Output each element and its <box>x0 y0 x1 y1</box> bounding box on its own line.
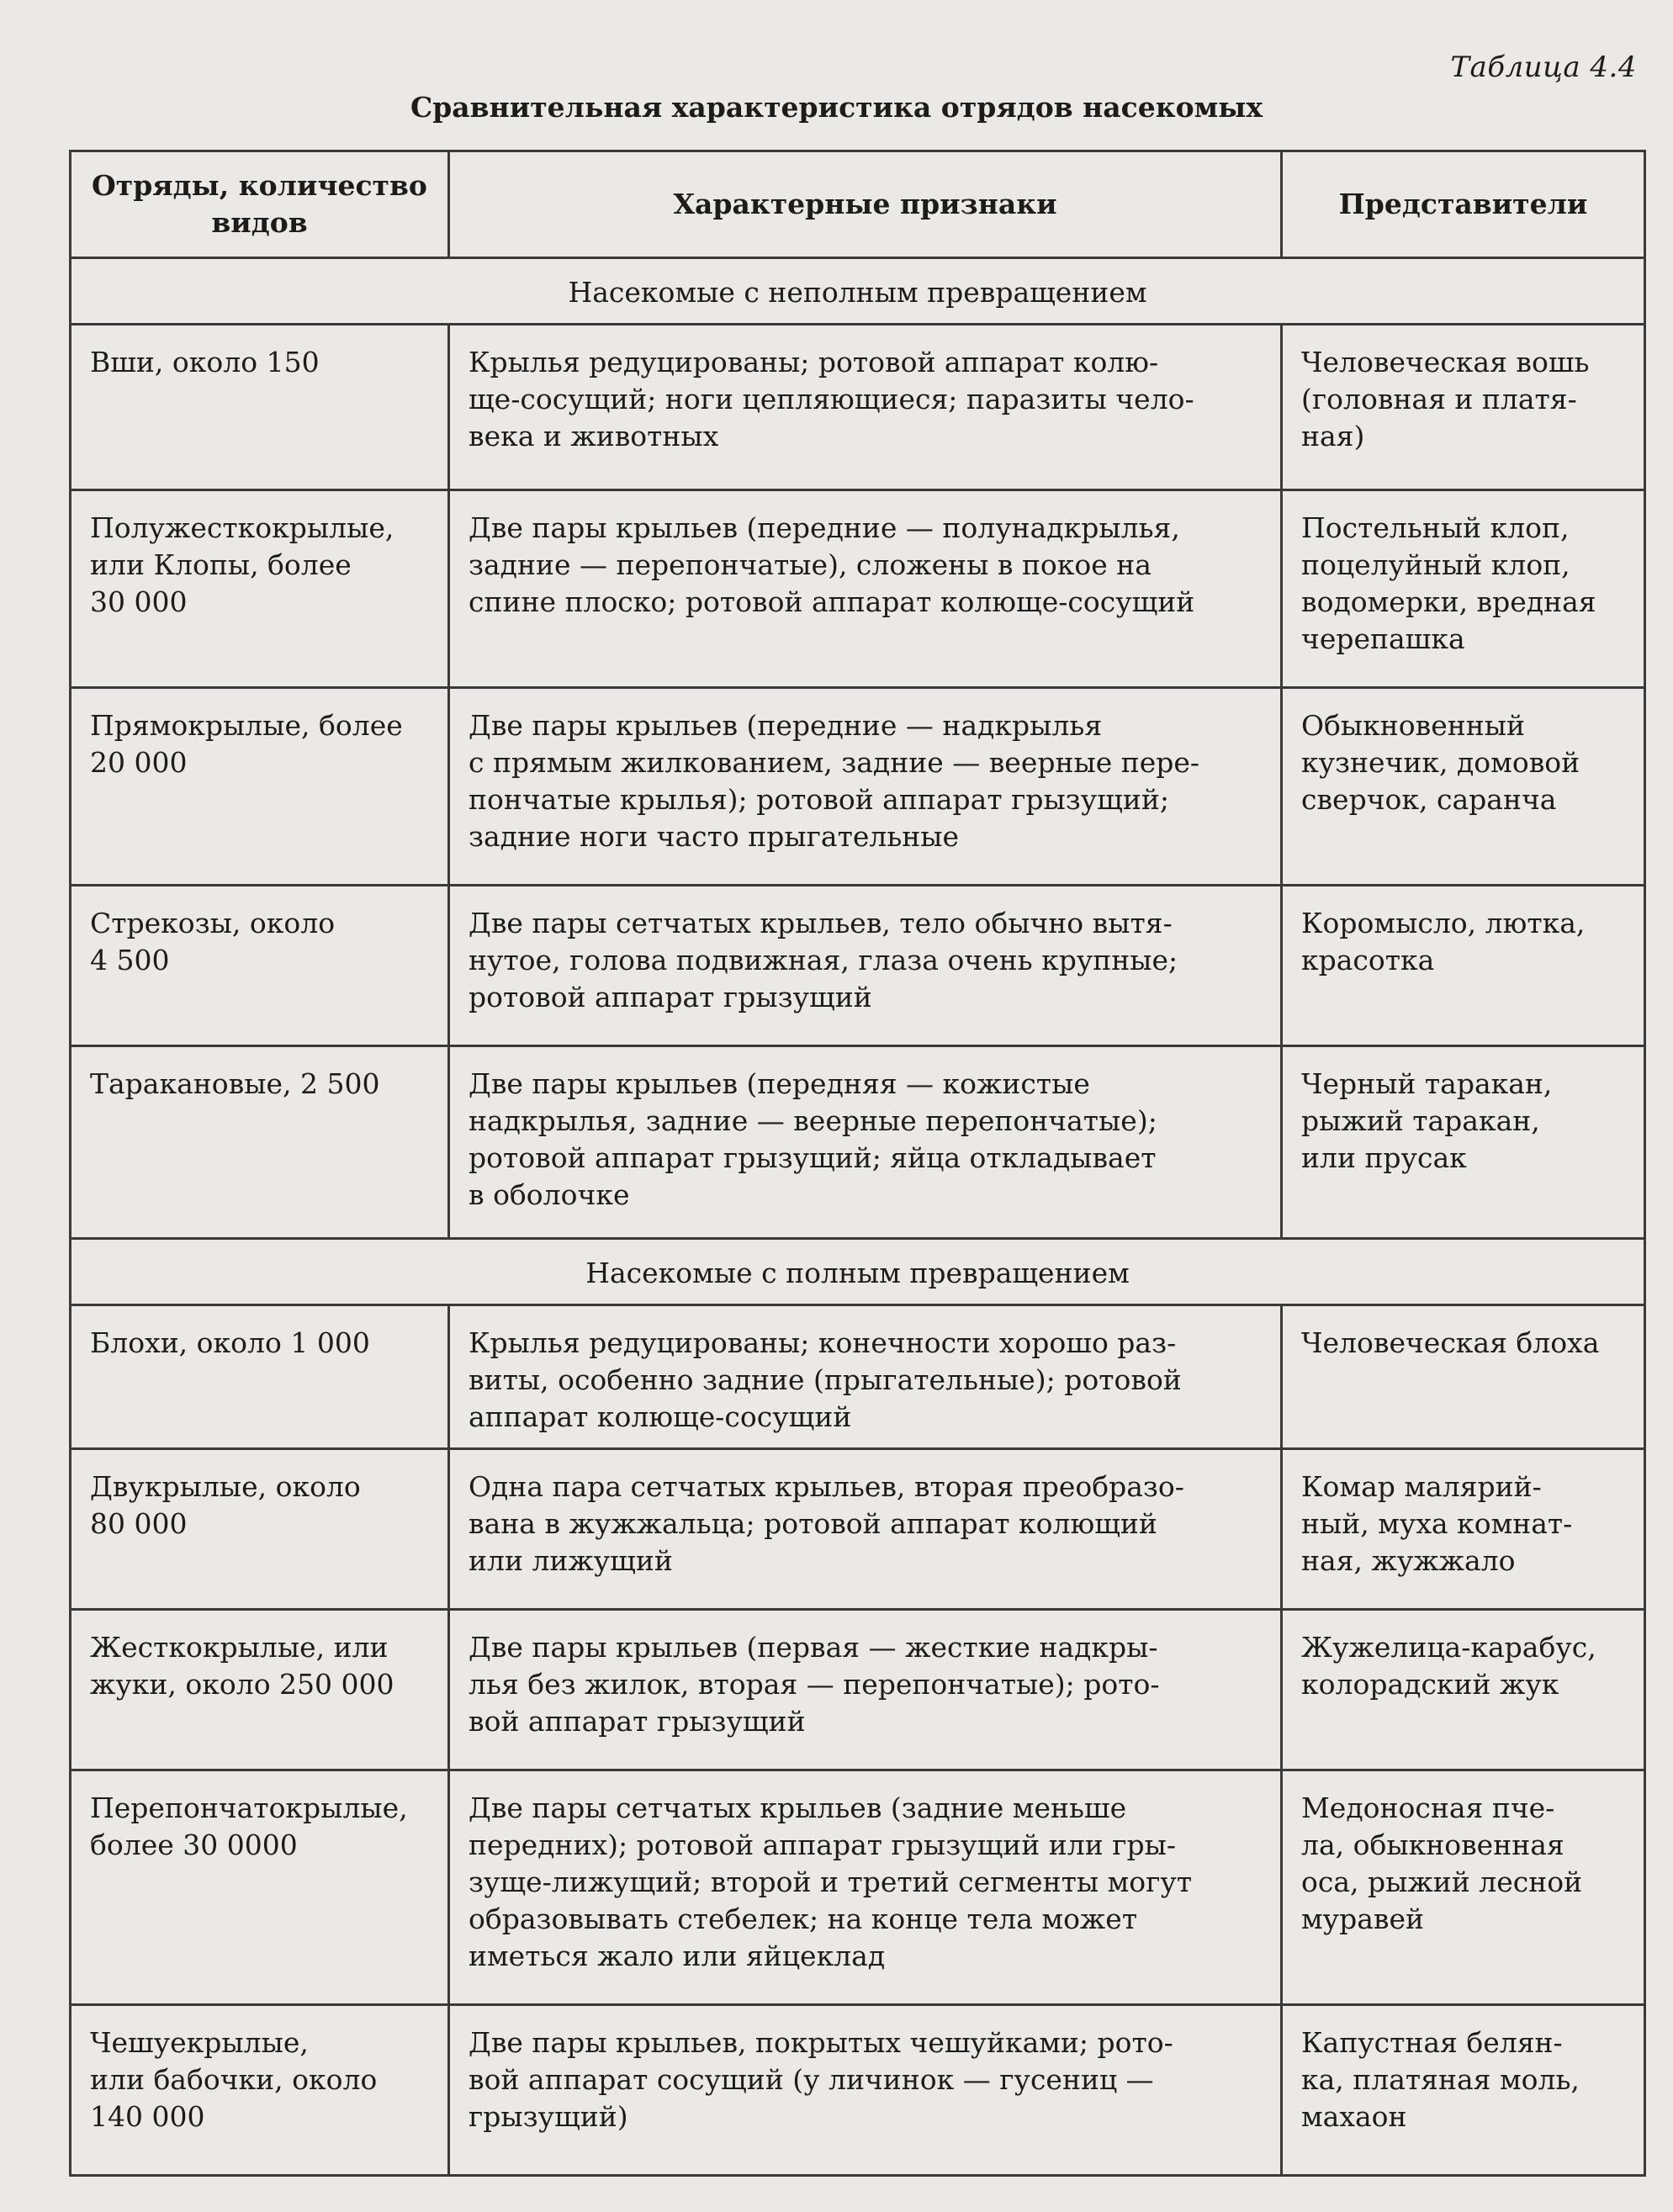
order-cell: Чешуекрылые, или бабочки, около 140 000 <box>71 2005 449 2176</box>
table-row <box>71 1046 1645 1239</box>
representatives-cell: Комар малярий- ный, муха комнат- ная, жужжало <box>1282 1449 1645 1610</box>
group-heading: Насекомые с полным превращением <box>71 1239 1645 1305</box>
header-features: Характерные признаки <box>449 151 1282 258</box>
order-cell: Таракановые, 2 500 <box>71 1046 449 1239</box>
representatives-cell: Коромысло, лютка, красотка <box>1282 886 1645 1046</box>
features-cell: Две пары крыльев, покрытых чешуйками; рото- вой аппарат сосущий (у личинок — гусениц — грызущий) <box>449 2005 1282 2176</box>
features-cell: Две пары крыльев (передние — надкрылья с прямым жилкованием, задние — веерные пере- пончатые крылья); ротовой аппарат грызущий; задние ноги часто прыгательные <box>449 688 1282 886</box>
header-order: Отряды, количество видов <box>71 151 449 258</box>
order-cell: Перепончатокрылые, более 30 0000 <box>71 1770 449 2005</box>
features-cell: Две пары сетчатых крыльев (задние меньше передних); ротовой аппарат грызущий или гры- зуще-лижущий; второй и третий сегменты могут образовывать стебелек; на конце тела может иметься жало или яйцеклад <box>449 1770 1282 2005</box>
table-row <box>71 1610 1645 1770</box>
group-heading: Насекомые с неполным превращением <box>71 258 1645 325</box>
table-title: Сравнительная характеристика отрядов насекомых <box>410 91 1263 124</box>
order-cell: Вши, около 150 <box>71 325 449 490</box>
representatives-cell: Жужелица-карабус, колорадский жук <box>1282 1610 1645 1770</box>
order-cell: Стрекозы, около 4 500 <box>71 886 449 1046</box>
features-cell: Крылья редуцированы; конечности хорошо раз- виты, особенно задние (прыгательные); ротовой аппарат колюще-сосущий <box>449 1305 1282 1449</box>
group-heading-row <box>71 258 1645 325</box>
table-row <box>71 688 1645 886</box>
header-representatives: Представители <box>1282 151 1645 258</box>
features-cell: Две пары сетчатых крыльев, тело обычно вытя- нутое, голова подвижная, глаза очень крупные; ротовой аппарат грызущий <box>449 886 1282 1046</box>
table-row <box>71 490 1645 688</box>
features-cell: Одна пара сетчатых крыльев, вторая преобразо- вана в жужжальца; ротовой аппарат колющий или лижущий <box>449 1449 1282 1610</box>
table-row <box>71 1449 1645 1610</box>
representatives-cell: Человеческая блоха <box>1282 1305 1645 1449</box>
table-header-row <box>71 151 1645 258</box>
order-cell: Прямокрылые, более 20 000 <box>71 688 449 886</box>
features-cell: Две пары крыльев (первая — жесткие надкры- лья без жилок, вторая — перепончатые); рото- вой аппарат грызущий <box>449 1610 1282 1770</box>
representatives-cell: Капустная белян- ка, платяная моль, махаон <box>1282 2005 1645 2176</box>
table-row <box>71 325 1645 490</box>
representatives-cell: Черный таракан, рыжий таракан, или прусак <box>1282 1046 1645 1239</box>
representatives-cell: Медоносная пче- ла, обыкновенная оса, рыжий лесной муравей <box>1282 1770 1645 2005</box>
features-cell: Крылья редуцированы; ротовой аппарат колю- ще-сосущий; ноги цепляющиеся; паразиты чело- века и животных <box>449 325 1282 490</box>
table-number: Таблица 4.4 <box>1450 50 1637 84</box>
order-cell: Блохи, около 1 000 <box>71 1305 449 1449</box>
features-cell: Две пары крыльев (передние — полунадкрылья, задние — перепончатые), сложены в покое на спине плоско; ротовой аппарат колюще-сосущий <box>449 490 1282 688</box>
table-row <box>71 886 1645 1046</box>
representatives-cell: Постельный клоп, поцелуйный клоп, водомерки, вредная черепашка <box>1282 490 1645 688</box>
features-cell: Две пары крыльев (передняя — кожистые надкрылья, задние — веерные перепончатые); ротовой аппарат грызущий; яйца откладывает в оболочке <box>449 1046 1282 1239</box>
group-heading-row <box>71 1239 1645 1305</box>
table-row <box>71 1305 1645 1449</box>
order-cell: Полужесткокрылые, или Клопы, более 30 000 <box>71 490 449 688</box>
order-cell: Жесткокрылые, или жуки, около 250 000 <box>71 1610 449 1770</box>
insect-orders-table <box>69 150 1646 2177</box>
representatives-cell: Человеческая вошь (головная и платя- ная) <box>1282 325 1645 490</box>
table-row <box>71 2005 1645 2176</box>
representatives-cell: Обыкновенный кузнечик, домовой сверчок, саранча <box>1282 688 1645 886</box>
table-row <box>71 1770 1645 2005</box>
order-cell: Двукрылые, около 80 000 <box>71 1449 449 1610</box>
